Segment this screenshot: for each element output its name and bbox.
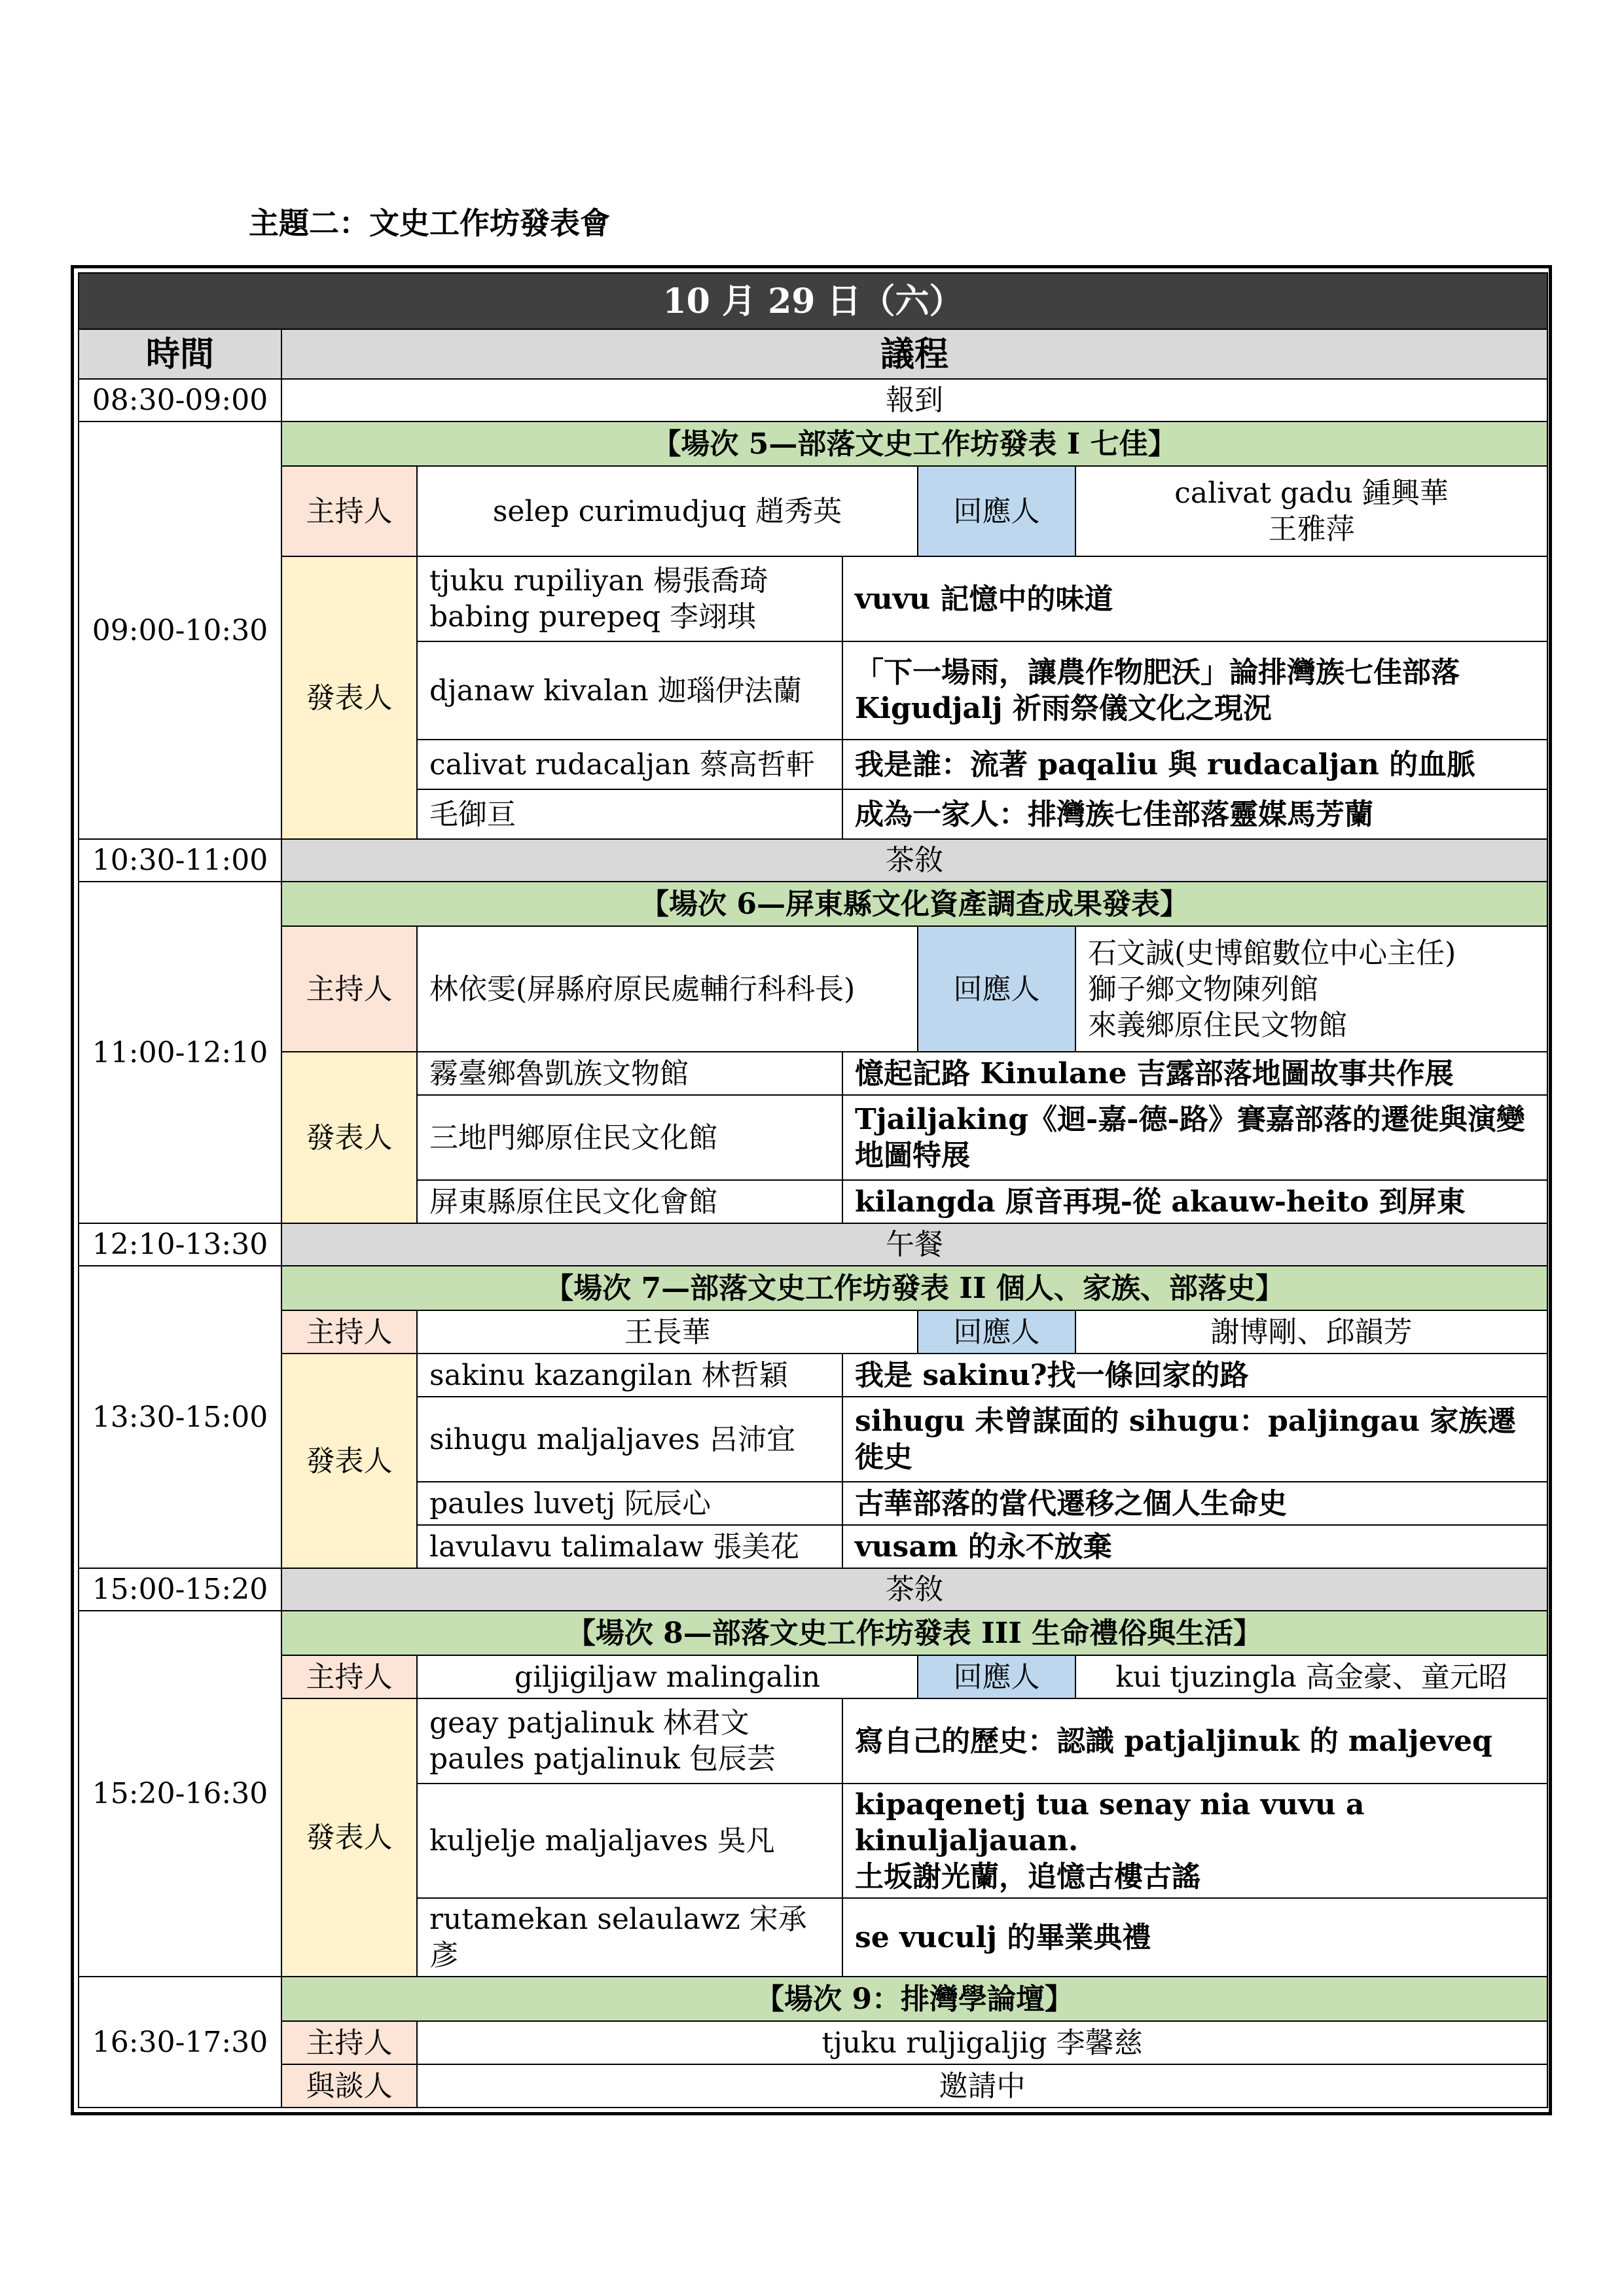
s6-resp-1: 石文誠(史博館數位中心主任) [1088, 936, 1456, 970]
s5-title: 【場次 5—部落文史工作坊發表 I 七佳】 [281, 422, 1547, 466]
s8-topic-3: se vuculj 的畢業典禮 [842, 1898, 1547, 1977]
s5-presenter-1b: babing purepeq 李翊琪 [429, 600, 757, 634]
s7-topic-4: vusam 的永不放棄 [842, 1525, 1547, 1568]
schedule-frame [71, 265, 1552, 2115]
s5-topic-3: 我是誰：流著 paqaliu 與 rudacaljan 的血脈 [842, 740, 1547, 789]
s9-panelist-label: 與談人 [281, 2064, 417, 2108]
s8-host-label: 主持人 [281, 1655, 417, 1698]
s5-topic-2b: Kigudjalj 祈雨祭儀文化之現況 [855, 692, 1272, 725]
s5-resp-label: 回應人 [918, 466, 1075, 556]
s6-resp-2: 獅子鄉文物陳列館 [1088, 972, 1318, 1006]
s8-time: 15:20-16:30 [79, 1611, 281, 1977]
s7-presenter-label: 發表人 [281, 1354, 417, 1568]
s7-presenter-4: lavulavu talimalaw 張美花 [417, 1525, 842, 1568]
s5-respondents [1075, 466, 1547, 556]
s5-topic-2 [842, 641, 1547, 740]
page-heading: 主題二：文史工作坊發表會 [249, 206, 610, 241]
s8-presenter-1a: geay patjalinuk 林君文 [429, 1706, 749, 1740]
s5-presenter-4: 毛御亘 [417, 789, 842, 839]
s5-presenter-3: calivat rudacaljan 蔡高哲軒 [417, 740, 842, 789]
s8-topic-2 [842, 1784, 1547, 1898]
s5-presenter-1a: tjuku rupiliyan 楊張喬琦 [429, 564, 768, 598]
s5-resp-1: calivat gadu 鍾興華 [1174, 476, 1449, 510]
s5-topic-1: vuvu 記憶中的味道 [842, 556, 1547, 641]
registration-label: 報到 [281, 379, 1547, 422]
s5-presenter-label: 發表人 [281, 556, 417, 839]
s5-host: selep curimudjuq 趙秀英 [417, 466, 918, 556]
s7-presenter-2: sihugu maljaljaves 呂沛宜 [417, 1397, 842, 1482]
s6-resp-3: 來義鄉原住民文物館 [1088, 1008, 1347, 1042]
s6-time: 11:00-12:10 [79, 882, 281, 1223]
col-header-agenda: 議程 [281, 329, 1547, 379]
s8-presenter-label: 發表人 [281, 1698, 417, 1977]
s8-host: giljigiljaw malingalin [417, 1655, 918, 1698]
s6-presenter-2: 三地門鄉原住民文化館 [417, 1095, 842, 1180]
registration-time: 08:30-09:00 [79, 379, 281, 422]
s5-presenter-2: djanaw kivalan 迦瑙伊法蘭 [417, 641, 842, 740]
s6-topic-2: Tjailjaking《迴-嘉-德-路》賽嘉部落的遷徙與演變地圖特展 [842, 1095, 1547, 1180]
s6-resp-label: 回應人 [918, 926, 1075, 1052]
s7-presenter-3: paules luvetj 阮辰心 [417, 1482, 842, 1525]
s7-topic-1: 我是 sakinu?找一條回家的路 [842, 1354, 1547, 1397]
s8-presenter-1 [417, 1698, 842, 1784]
s6-topic-3: kilangda 原音再現-從 akauw-heito 到屏東 [842, 1180, 1547, 1223]
s8-presenter-3: rutamekan selaulawz 宋承彥 [417, 1898, 842, 1977]
s8-topic-2b: 土坂謝光蘭，追憶古樓古謠 [855, 1860, 1200, 1893]
s8-topic-2a: kipaqenetj tua senay nia vuvu a kinuljaljauan. [855, 1788, 1365, 1857]
s6-presenter-label: 發表人 [281, 1052, 417, 1223]
s7-title: 【場次 7—部落文史工作坊發表 II 個人、家族、部落史】 [281, 1266, 1547, 1310]
s9-panelist: 邀請中 [417, 2064, 1547, 2108]
s9-host: tjuku ruljigaljig 李馨慈 [417, 2021, 1547, 2064]
s8-resp-label: 回應人 [918, 1655, 1075, 1698]
s5-topic-4: 成為一家人：排灣族七佳部落靈媒馬芳蘭 [842, 789, 1547, 839]
s5-host-label: 主持人 [281, 466, 417, 556]
lunch-label: 午餐 [281, 1223, 1547, 1266]
s8-presenter-2: kuljelje maljaljaves 吳凡 [417, 1784, 842, 1898]
s9-time: 16:30-17:30 [79, 1977, 281, 2108]
s7-topic-2: sihugu 未曾謀面的 sihugu：paljingau 家族遷徙史 [842, 1397, 1547, 1482]
s6-presenter-3: 屏東縣原住民文化會館 [417, 1180, 842, 1223]
s6-host-label: 主持人 [281, 926, 417, 1052]
s6-host: 林依雯(屏縣府原民處輔行科科長) [417, 926, 918, 1052]
s8-respondents: kui tjuzingla 高金豪、童元昭 [1075, 1655, 1547, 1698]
s7-presenter-1: sakinu kazangilan 林哲穎 [417, 1354, 842, 1397]
s7-respondents: 謝博剛、邱韻芳 [1075, 1310, 1547, 1354]
s5-topic-2a: 「下一場雨，讓農作物肥沃」論排灣族七佳部落 [855, 656, 1460, 689]
s9-host-label: 主持人 [281, 2021, 417, 2064]
s5-presenter-1 [417, 556, 842, 641]
s5-time: 09:00-10:30 [79, 422, 281, 839]
break2-time: 15:00-15:20 [79, 1568, 281, 1611]
date-header: 10 月 29 日（六） [79, 273, 1547, 329]
s7-time: 13:30-15:00 [79, 1266, 281, 1568]
s6-title: 【場次 6—屏東縣文化資產調查成果發表】 [281, 882, 1547, 926]
s5-resp-2: 王雅萍 [1268, 512, 1355, 546]
col-header-time: 時間 [79, 329, 281, 379]
s7-host-label: 主持人 [281, 1310, 417, 1354]
break2-label: 茶敘 [281, 1568, 1547, 1611]
s7-topic-3: 古華部落的當代遷移之個人生命史 [842, 1482, 1547, 1525]
s7-host: 王長華 [417, 1310, 918, 1354]
s8-presenter-1b: paules patjalinuk 包辰芸 [429, 1742, 776, 1776]
s8-topic-1: 寫自己的歷史：認識 patjaljinuk 的 maljeveq [842, 1698, 1547, 1784]
s7-resp-label: 回應人 [918, 1310, 1075, 1354]
s8-title: 【場次 8—部落文史工作坊發表 III 生命禮俗與生活】 [281, 1611, 1547, 1655]
schedule-table [78, 272, 1548, 2108]
break1-label: 茶敘 [281, 839, 1547, 882]
break1-time: 10:30-11:00 [79, 839, 281, 882]
s6-presenter-1: 霧臺鄉魯凱族文物館 [417, 1052, 842, 1095]
lunch-time: 12:10-13:30 [79, 1223, 281, 1266]
s6-respondents [1075, 926, 1547, 1052]
s9-title: 【場次 9：排灣學論壇】 [281, 1977, 1547, 2021]
s6-topic-1: 憶起記路 Kinulane 吉露部落地圖故事共作展 [842, 1052, 1547, 1095]
